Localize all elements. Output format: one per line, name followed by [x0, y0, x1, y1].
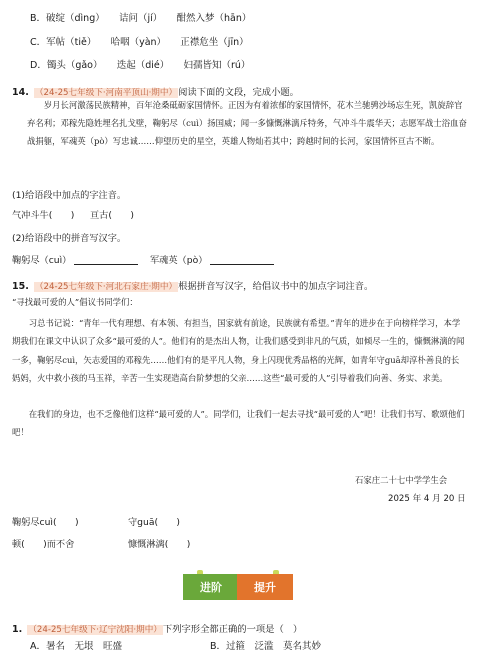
question-15-header — [12, 274, 373, 293]
proposal-body-2: 在我们的身边，也不乏像他们这样“最可爱的人”。同学们，让我们一起去寻找“最可爱的人”吧！让我们书写、歌颂他们吧！ — [12, 409, 465, 438]
source-tag: （24-25七年级下·河北石家庄·期中） — [34, 282, 178, 292]
option-a: A．暑名 无垠 旺盛 — [30, 641, 122, 652]
question-prompt: 阅读下面的文段，完成小题。 — [178, 87, 299, 98]
advanced-section-banner — [183, 570, 293, 604]
q14-sub2-b — [150, 252, 274, 266]
q15-fill-4: 慷慨淋漓( ) — [128, 539, 191, 550]
option-d: D．镯头（gǎo） 迭起（dié） 妇孺皆知（rú） — [30, 60, 251, 71]
option-b: B．破绽（dìng） 诘问（jí） 酣然入梦（hān） — [30, 13, 252, 24]
q14-sub2-a-label: 鞠躬尽（cuì） — [12, 255, 72, 266]
question-number: 15. — [12, 281, 29, 292]
option-b: B．过箍 泛滥 莫名其妙 — [210, 641, 322, 652]
question-prompt: 下列字形全都正确的一项是（ ） — [162, 624, 303, 635]
proposal-body-1: 习总书记说：“青年一代有理想、有本领、有担当，国家就有前途，民族就有希望。”青年的进步在于向榜样学习，本学期我们在课文中认识了众多“最可爱的人”。他们有的是杰出人物，让我们感受到非凡的气质，如倾尽一生的，慷慨淋漓的闻一多，鞠躬尽cuì，矢志爱国的邓稼先……他们有的是平凡人物，身上闪现优秀品格的光辉，如青年守guā却淳朴善良的长妈妈，火中救小孩的马玉祥，辛苦一生实现造高台阶梦想的父亲……这些“最可爱的人”引导着我们向善、务实、求美。 — [12, 318, 465, 383]
q14-sub1-item-1: 气冲斗牛( ) — [12, 210, 75, 221]
question-1-header — [12, 617, 302, 636]
question-14-passage: 岁月长河激荡民族精神，百年沧桑砥砺家国情怀。正因为有着浓郁的家国情怀，花木兰驰骋沙场忘生死，凯旋辞官弃名利；邓稼先隐姓埋名扎戈壁，鞠躬尽（cuì）扬国威；闻一多慷慨淋漓斥特务，气冲斗牛震华天；志愿军战士浴血奋战捐躯，军魂英（pò）写忠诚……仰望历史的星空，英雄人物灿若其中；跨越时间的长河，家国情怀亘古不断。 — [27, 100, 467, 146]
proposal-date: 2025 年 4 月 20 日 — [388, 494, 466, 504]
question-number: 14. — [12, 87, 29, 98]
proposal-signature: 石家庄二十七中学学生会 — [355, 475, 448, 485]
source-tag: （24-25七年级下·辽宁沈阳·期中） — [28, 625, 162, 635]
q15-fill-2: 守guā( ) — [128, 517, 181, 528]
q14-sub2: (2)给语段中的拼音写汉字。 — [12, 233, 127, 244]
q14-sub1: (1)给语段中加点的字注音。 — [12, 190, 127, 201]
banner-left: 进阶 — [183, 574, 239, 600]
source-tag: （24-25七年级下·河南平顶山·期中） — [34, 88, 178, 98]
q14-sub2-a — [12, 252, 138, 266]
answer-blank[interactable] — [210, 255, 274, 265]
option-c: C．军帖（tiě） 哈咽（yàn） 正襟危坐（jīn） — [30, 37, 249, 48]
proposal-title: “寻找最可爱的人”倡议书同学们： — [12, 297, 138, 307]
q14-sub2-b-label: 军魂英（pò） — [150, 255, 208, 266]
q15-fill-1: 鞠躬尽cuì( ) — [12, 517, 79, 528]
banner-right: 提升 — [237, 574, 293, 600]
answer-blank[interactable] — [74, 255, 138, 265]
q15-fill-3: 顿( )而不舍 — [12, 539, 75, 550]
question-prompt: 根据拼音写汉字，给倡议书中的加点字词注音。 — [178, 281, 374, 292]
question-number: 1. — [12, 624, 23, 635]
q14-sub1-item-2: 亘古( ) — [90, 210, 134, 221]
